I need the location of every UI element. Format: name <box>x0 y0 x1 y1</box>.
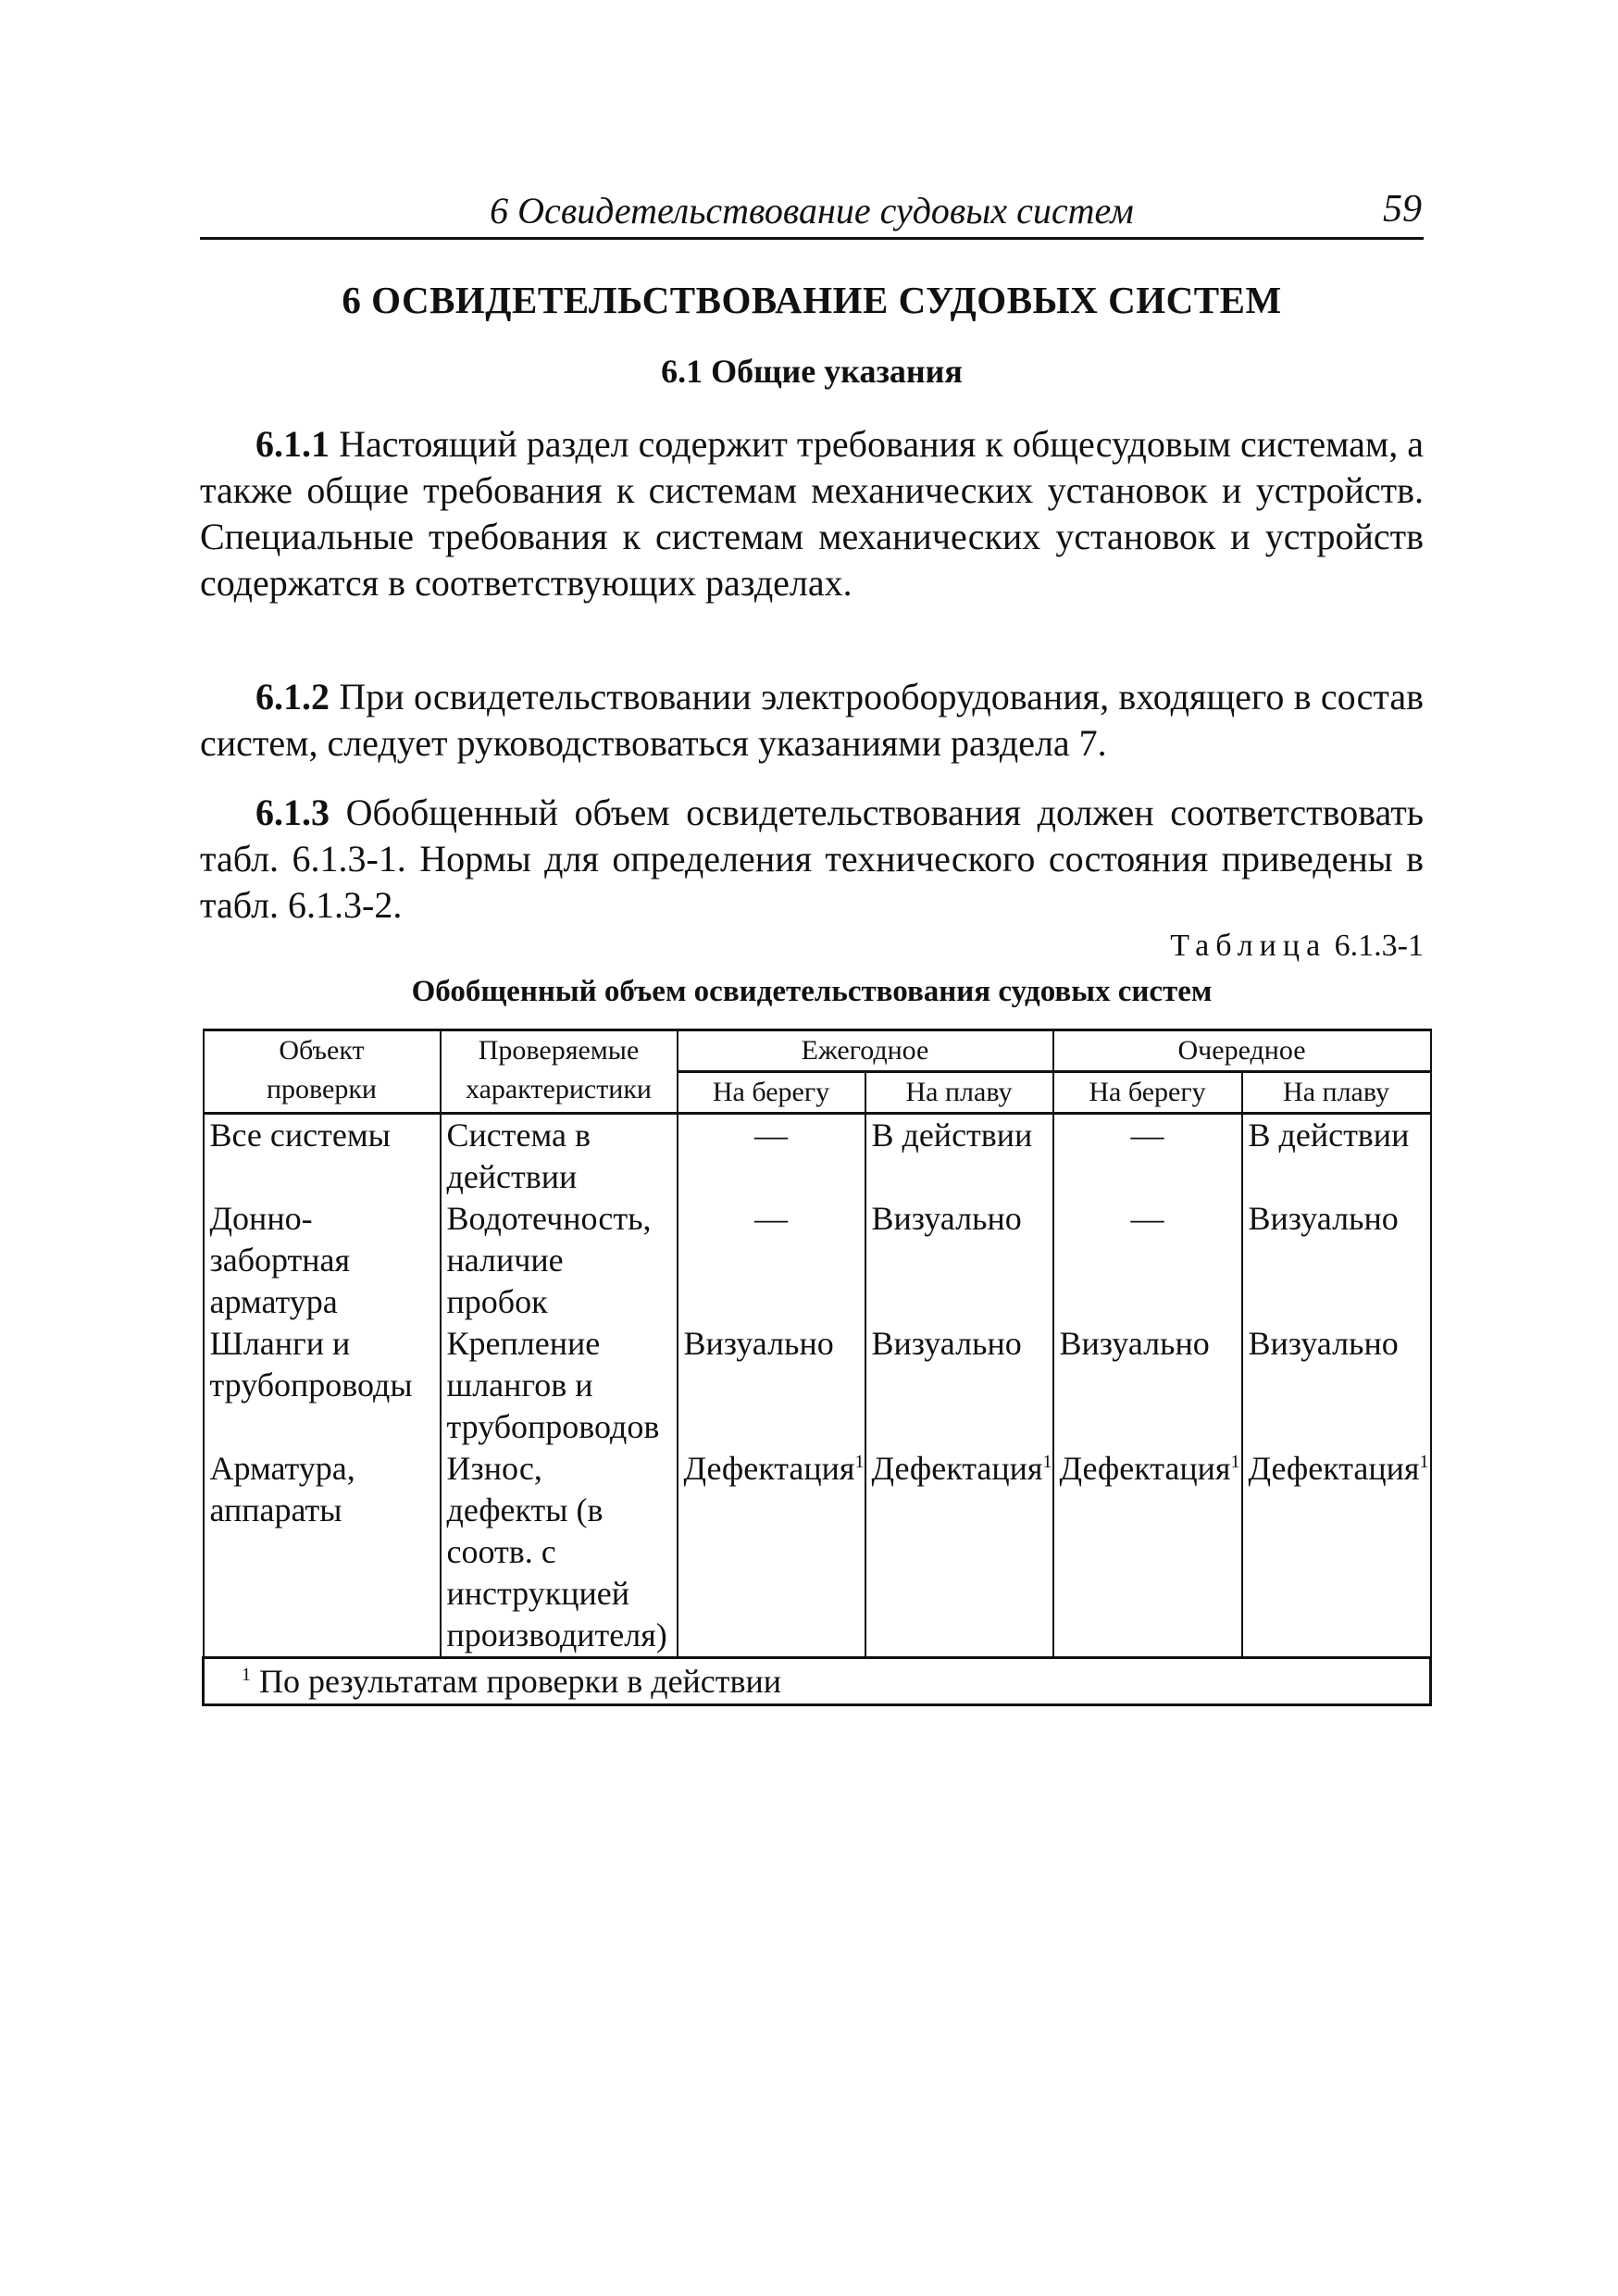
table-label <box>1170 929 1424 964</box>
cell-object: Арматура, аппараты <box>204 1448 441 1658</box>
header-object-line1: Объект <box>279 1035 365 1066</box>
section-title: 6.1 Общие указания <box>661 353 963 390</box>
paragraph-text: Настоящий раздел содержит требования к общесудовым системам, а также общие требования к системам механических установок и устройств. Специальные требования к системам механических установок и устройств содержатся в соответствующих разделах. <box>200 423 1425 604</box>
cell-object: Шланги и трубопроводы <box>204 1323 441 1448</box>
table-caption: Обобщенный объем освидетельствования судовых систем <box>411 975 1213 1008</box>
table-row <box>204 1114 1431 1199</box>
table-label-number: 6.1.3-1 <box>1334 929 1424 963</box>
cell-annual-afloat: Визуально <box>865 1323 1053 1448</box>
header-object-line2: проверки <box>267 1074 377 1104</box>
table-label-word: Таблица <box>1170 929 1327 963</box>
paragraph-6-1-3 <box>200 790 1424 929</box>
cell-annual-afloat: В действии <box>865 1114 1053 1199</box>
footnote-mark: 1 <box>1230 1452 1240 1472</box>
footnote-text: По результатам проверки в действии <box>259 1663 782 1700</box>
cell-characteristic: Крепление шлангов и трубопроводов <box>441 1323 678 1448</box>
cell-annual-afloat: Дефектация$^1$ <box>865 1448 1053 1658</box>
paragraph-number: 6.1.3 <box>255 792 330 833</box>
paragraph-6-1-1 <box>200 421 1424 606</box>
cell-periodic-ashore: Визуально <box>1053 1323 1242 1448</box>
header-characteristics <box>441 1030 678 1114</box>
paragraph-number: 6.1.2 <box>255 676 330 718</box>
cell-characteristic: Износ, дефекты (в соотв. с инструкцией производителя) <box>441 1448 678 1658</box>
cell-periodic-ashore: Дефектация$^1$ <box>1053 1448 1242 1658</box>
cell-annual-ashore: — <box>678 1114 865 1199</box>
footnote-mark: 1 <box>1419 1452 1429 1472</box>
table-footnote-row <box>204 1658 1431 1705</box>
cell-annual-ashore: — <box>678 1198 865 1323</box>
chapter-title: 6 ОСВИДЕТЕЛЬСТВОВАНИЕ СУДОВЫХ СИСТЕМ <box>342 279 1282 321</box>
cell-periodic-ashore: — <box>1053 1198 1242 1323</box>
header-periodic-ashore: На берегу <box>1053 1072 1242 1114</box>
cell-annual-ashore: Дефектация$^1$ <box>678 1448 865 1658</box>
header-annual: Ежегодное <box>678 1030 1053 1072</box>
table-footnote <box>204 1658 1431 1705</box>
header-periodic: Очередное <box>1053 1030 1431 1072</box>
cell-annual-ashore: Визуально <box>678 1323 865 1448</box>
header-annual-ashore: На берегу <box>678 1072 865 1114</box>
header-char-line1: Проверяемые <box>478 1035 640 1066</box>
cell-periodic-afloat: В действии <box>1242 1114 1431 1199</box>
table-row <box>204 1323 1431 1448</box>
cell-periodic-afloat: Дефектация$^1$ <box>1242 1448 1431 1658</box>
cell-annual-afloat: Визуально <box>865 1198 1053 1323</box>
cell-periodic-ashore: — <box>1053 1114 1242 1199</box>
footnote-mark: 1 <box>242 1665 251 1685</box>
header-annual-afloat: На плаву <box>865 1072 1053 1114</box>
table-header-row <box>204 1030 1431 1072</box>
header-object <box>204 1030 441 1114</box>
paragraph-text: Обобщенный объем освидетельствования должен соответствовать табл. 6.1.3-1. Нормы для определения технического состояния приведены в табл. 6.1.3-2. <box>200 792 1424 926</box>
header-periodic-afloat: На плаву <box>1242 1072 1431 1114</box>
footnote-mark: 1 <box>1042 1452 1052 1472</box>
cell-characteristic: Водотечность, наличие пробок <box>441 1198 678 1323</box>
paragraph-6-1-2 <box>200 674 1424 767</box>
header-char-line2: характеристики <box>465 1074 652 1104</box>
cell-periodic-afloat: Визуально <box>1242 1198 1431 1323</box>
cell-periodic-afloat: Визуально <box>1242 1323 1431 1448</box>
cell-object: Все системы <box>204 1114 441 1199</box>
cell-characteristic: Система в действии <box>441 1114 678 1199</box>
survey-scope-table <box>202 1029 1432 1706</box>
running-header <box>200 181 1424 240</box>
paragraph-text: При освидетельствовании электрооборудования, входящего в состав систем, следует руководствоваться указаниями раздела 7. <box>200 676 1425 764</box>
table-row <box>204 1198 1431 1323</box>
page-number: 59 <box>1383 188 1422 231</box>
footnote-mark: 1 <box>854 1452 865 1472</box>
running-title: 6 Освидетельствование судовых систем <box>490 190 1134 231</box>
cell-object: Донно-забортная арматура <box>204 1198 441 1323</box>
paragraph-number: 6.1.1 <box>255 423 330 465</box>
table-row <box>204 1448 1431 1658</box>
